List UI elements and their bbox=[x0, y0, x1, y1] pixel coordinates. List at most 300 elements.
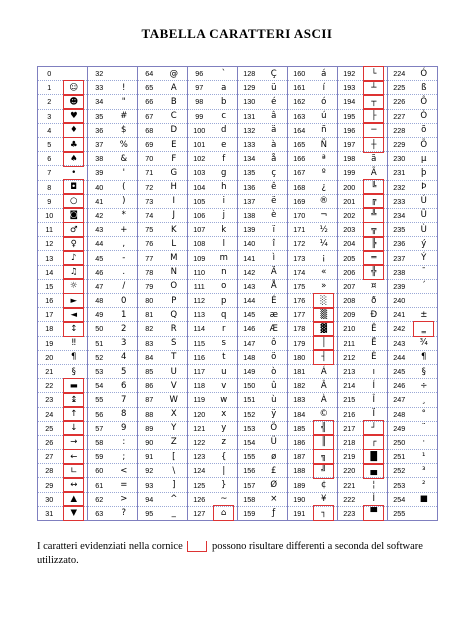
ascii-cell bbox=[288, 393, 337, 407]
ascii-char: a bbox=[221, 82, 227, 93]
ascii-cell bbox=[88, 166, 137, 180]
ascii-char: ◄ bbox=[61, 310, 87, 320]
ascii-cell bbox=[138, 209, 187, 223]
ascii-char: ¦ bbox=[372, 480, 376, 491]
ascii-char: ¨ bbox=[421, 423, 426, 434]
ascii-cell bbox=[388, 351, 437, 365]
ascii-char: p bbox=[221, 295, 227, 306]
ascii-cell bbox=[338, 322, 387, 336]
ascii-code: 74 bbox=[145, 210, 154, 220]
ascii-char: [ bbox=[172, 451, 176, 462]
ascii-cell bbox=[138, 251, 187, 265]
ascii-code: 36 bbox=[95, 125, 104, 135]
ascii-char: ª bbox=[321, 153, 326, 164]
ascii-code: 181 bbox=[293, 367, 306, 377]
ascii-char: W bbox=[169, 394, 178, 405]
ascii-code: 177 bbox=[293, 310, 306, 320]
ascii-cell bbox=[288, 237, 337, 251]
ascii-cell bbox=[388, 450, 437, 464]
ascii-cell bbox=[88, 450, 137, 464]
ascii-cell bbox=[288, 266, 337, 280]
ascii-cell bbox=[88, 266, 137, 280]
ascii-code: 169 bbox=[293, 196, 306, 206]
ascii-code: 227 bbox=[393, 111, 406, 121]
ascii-cell bbox=[238, 493, 287, 507]
ascii-char: ▬ bbox=[61, 381, 87, 391]
ascii-char: ³ bbox=[422, 465, 426, 476]
ascii-char: 5 bbox=[121, 366, 127, 377]
ascii-cell bbox=[338, 351, 387, 365]
ascii-char: Ó bbox=[420, 68, 428, 79]
ascii-code: 100 bbox=[193, 125, 206, 135]
ascii-cell bbox=[388, 507, 437, 520]
ascii-cell bbox=[388, 408, 437, 422]
ascii-char: ▄ bbox=[361, 466, 387, 476]
ascii-char: j bbox=[222, 210, 225, 221]
ascii-char: k bbox=[221, 224, 227, 235]
ascii-code: 96 bbox=[195, 69, 204, 79]
ascii-char: ► bbox=[61, 296, 87, 306]
ascii-cell bbox=[88, 436, 137, 450]
ascii-code: 39 bbox=[95, 168, 104, 178]
ascii-code: 33 bbox=[95, 83, 104, 93]
ascii-char: I bbox=[172, 196, 176, 207]
ascii-cell bbox=[388, 251, 437, 265]
ascii-code: 132 bbox=[243, 125, 256, 135]
ascii-code: 108 bbox=[193, 239, 206, 249]
ascii-cell bbox=[388, 209, 437, 223]
ascii-code: 116 bbox=[193, 352, 205, 362]
ascii-code: 225 bbox=[393, 83, 406, 93]
ascii-cell bbox=[288, 251, 337, 265]
ascii-char: / bbox=[122, 281, 126, 292]
ascii-char: N bbox=[170, 267, 177, 278]
ascii-code: 88 bbox=[145, 409, 154, 419]
ascii-char: þ bbox=[421, 167, 427, 178]
ascii-code: 60 bbox=[95, 466, 104, 476]
ascii-cell bbox=[388, 422, 437, 436]
ascii-code: 59 bbox=[95, 452, 104, 462]
ascii-code: 40 bbox=[95, 182, 104, 192]
ascii-cell bbox=[238, 337, 287, 351]
ascii-code: 156 bbox=[243, 466, 256, 476]
ascii-code: 15 bbox=[45, 281, 54, 291]
ascii-char: ? bbox=[121, 508, 127, 519]
ascii-char: ê bbox=[271, 182, 277, 193]
ascii-code: 189 bbox=[293, 480, 306, 490]
ascii-char: Ø bbox=[270, 480, 278, 491]
ascii-char: ¿ bbox=[321, 182, 327, 193]
ascii-column bbox=[288, 67, 338, 520]
ascii-char: ú bbox=[321, 111, 327, 122]
ascii-code: 140 bbox=[243, 239, 256, 249]
ascii-cell bbox=[288, 166, 337, 180]
ascii-cell bbox=[188, 124, 237, 138]
ascii-cell bbox=[388, 493, 437, 507]
ascii-cell bbox=[238, 436, 287, 450]
ascii-cell bbox=[188, 181, 237, 195]
ascii-char: ♠ bbox=[61, 154, 87, 164]
ascii-code: 95 bbox=[145, 508, 154, 518]
ascii-code: 231 bbox=[393, 168, 406, 178]
ascii-code: 83 bbox=[145, 338, 154, 348]
ascii-cell bbox=[338, 308, 387, 322]
ascii-cell bbox=[388, 436, 437, 450]
ascii-char: ╬ bbox=[361, 267, 387, 277]
ascii-code: 29 bbox=[45, 480, 54, 490]
ascii-char: Ü bbox=[270, 437, 277, 448]
ascii-code: 250 bbox=[393, 437, 406, 447]
ascii-code: 212 bbox=[343, 352, 356, 362]
ascii-char: Z bbox=[170, 437, 177, 448]
ascii-cell bbox=[288, 138, 337, 152]
ascii-cell bbox=[238, 251, 287, 265]
ascii-code: 157 bbox=[243, 480, 256, 490]
ascii-grid bbox=[38, 67, 437, 520]
ascii-char: l bbox=[222, 238, 225, 249]
ascii-char: 1 bbox=[121, 309, 127, 320]
ascii-char: Å bbox=[270, 281, 277, 292]
footnote-text-1: I caratteri evidenziati nella cornice bbox=[37, 541, 183, 552]
ascii-cell bbox=[338, 464, 387, 478]
ascii-code: 247 bbox=[393, 395, 406, 405]
ascii-cell bbox=[138, 408, 187, 422]
ascii-char: É bbox=[271, 295, 277, 306]
ascii-code: 223 bbox=[343, 508, 356, 518]
ascii-code: 197 bbox=[343, 140, 356, 150]
ascii-code: 78 bbox=[145, 267, 154, 277]
ascii-code: 136 bbox=[243, 182, 256, 192]
ascii-cell bbox=[88, 95, 137, 109]
ascii-code: 151 bbox=[243, 395, 256, 405]
ascii-column bbox=[88, 67, 138, 520]
ascii-code: 86 bbox=[145, 381, 154, 391]
ascii-code: 141 bbox=[243, 253, 256, 263]
ascii-code: 221 bbox=[343, 480, 356, 490]
ascii-cell bbox=[338, 294, 387, 308]
ascii-cell bbox=[238, 81, 287, 95]
ascii-char: ¬ bbox=[320, 210, 328, 221]
ascii-char: _ bbox=[171, 508, 176, 519]
ascii-char: = bbox=[120, 480, 128, 491]
ascii-cell bbox=[188, 478, 237, 492]
ascii-char: ⌂ bbox=[211, 508, 237, 518]
ascii-char: ♥ bbox=[61, 111, 87, 121]
ascii-char: ¶ bbox=[71, 352, 77, 363]
ascii-code: 234 bbox=[393, 210, 406, 220]
ascii-code: 102 bbox=[193, 154, 206, 164]
ascii-code: 75 bbox=[145, 225, 154, 235]
ascii-code: 192 bbox=[343, 69, 356, 79]
ascii-char: ` bbox=[221, 68, 226, 79]
ascii-char: C bbox=[170, 111, 177, 122]
ascii-code: 210 bbox=[343, 324, 356, 334]
ascii-cell bbox=[388, 223, 437, 237]
ascii-char: ┐ bbox=[311, 508, 337, 518]
ascii-cell bbox=[88, 365, 137, 379]
ascii-char: h bbox=[221, 182, 227, 193]
ascii-cell bbox=[388, 195, 437, 209]
ascii-char: 7 bbox=[121, 394, 127, 405]
ascii-cell bbox=[138, 393, 187, 407]
ascii-char: T bbox=[171, 352, 177, 363]
ascii-cell bbox=[138, 67, 187, 81]
ascii-cell bbox=[338, 337, 387, 351]
ascii-char: ß bbox=[421, 82, 427, 93]
ascii-cell bbox=[388, 294, 437, 308]
ascii-char: È bbox=[371, 352, 377, 363]
ascii-char: " bbox=[121, 96, 126, 107]
ascii-code: 168 bbox=[293, 182, 306, 192]
ascii-cell bbox=[88, 251, 137, 265]
ascii-char: ° bbox=[421, 409, 426, 420]
ascii-cell bbox=[188, 408, 237, 422]
ascii-cell bbox=[188, 110, 237, 124]
ascii-code: 65 bbox=[145, 83, 154, 93]
ascii-code: 185 bbox=[293, 423, 306, 433]
ascii-code: 13 bbox=[45, 253, 54, 263]
ascii-char: x bbox=[221, 409, 227, 420]
ascii-char: ╩ bbox=[361, 210, 387, 220]
ascii-code: 23 bbox=[45, 395, 54, 405]
ascii-code: 245 bbox=[393, 367, 406, 377]
ascii-cell bbox=[138, 493, 187, 507]
ascii-cell bbox=[138, 294, 187, 308]
ascii-cell bbox=[238, 478, 287, 492]
ascii-char: : bbox=[122, 437, 126, 448]
ascii-char: ░ bbox=[311, 296, 337, 306]
ascii-cell bbox=[338, 138, 387, 152]
ascii-char: m bbox=[219, 253, 228, 264]
ascii-char: ╣ bbox=[311, 423, 337, 433]
ascii-cell bbox=[238, 365, 287, 379]
ascii-code: 147 bbox=[243, 338, 256, 348]
ascii-char: Í bbox=[372, 380, 376, 391]
ascii-column bbox=[388, 67, 437, 520]
ascii-cell bbox=[138, 478, 187, 492]
ascii-cell bbox=[188, 365, 237, 379]
ascii-char: E bbox=[171, 139, 177, 150]
ascii-char: ◘ bbox=[61, 182, 87, 192]
ascii-cell bbox=[38, 152, 87, 166]
ascii-char: é bbox=[271, 96, 277, 107]
ascii-cell bbox=[88, 493, 137, 507]
ascii-code: 1 bbox=[47, 83, 52, 93]
ascii-cell bbox=[238, 507, 287, 520]
ascii-char: 2 bbox=[121, 323, 127, 334]
ascii-cell bbox=[188, 152, 237, 166]
ascii-code: 61 bbox=[95, 480, 104, 490]
ascii-cell bbox=[388, 365, 437, 379]
ascii-cell bbox=[138, 450, 187, 464]
ascii-code: 117 bbox=[193, 367, 205, 377]
ascii-code: 198 bbox=[343, 154, 356, 164]
ascii-char: ¹ bbox=[422, 451, 426, 462]
ascii-cell bbox=[388, 95, 437, 109]
ascii-cell bbox=[238, 166, 287, 180]
ascii-char: Ë bbox=[371, 338, 377, 349]
ascii-cell bbox=[138, 181, 187, 195]
ascii-cell bbox=[388, 81, 437, 95]
ascii-code: 71 bbox=[145, 168, 154, 178]
ascii-cell bbox=[88, 181, 137, 195]
ascii-cell bbox=[288, 67, 337, 81]
ascii-cell bbox=[388, 152, 437, 166]
ascii-code: 214 bbox=[343, 381, 356, 391]
ascii-code: 238 bbox=[393, 267, 406, 277]
ascii-cell bbox=[188, 195, 237, 209]
ascii-cell bbox=[288, 110, 337, 124]
ascii-char bbox=[411, 296, 437, 306]
ascii-char: ╚ bbox=[361, 182, 387, 192]
ascii-code: 183 bbox=[293, 395, 306, 405]
ascii-char: ! bbox=[122, 82, 126, 93]
ascii-code: 229 bbox=[393, 140, 406, 150]
ascii-char: • bbox=[71, 167, 77, 178]
ascii-code: 172 bbox=[293, 239, 306, 249]
ascii-code: 101 bbox=[193, 140, 206, 150]
ascii-code: 58 bbox=[95, 437, 104, 447]
ascii-char: § bbox=[421, 366, 426, 377]
ascii-code: 55 bbox=[95, 395, 104, 405]
ascii-cell bbox=[88, 294, 137, 308]
ascii-char: @ bbox=[169, 68, 178, 79]
ascii-char: < bbox=[120, 465, 128, 476]
ascii-code: 114 bbox=[193, 324, 205, 334]
ascii-char: ± bbox=[420, 309, 428, 320]
ascii-code: 129 bbox=[243, 83, 256, 93]
ascii-cell bbox=[188, 95, 237, 109]
ascii-cell bbox=[38, 507, 87, 520]
ascii-char: ® bbox=[319, 196, 328, 207]
ascii-code: 239 bbox=[393, 281, 406, 291]
ascii-char: Â bbox=[320, 380, 327, 391]
ascii-char: ñ bbox=[321, 125, 327, 136]
ascii-char: ² bbox=[422, 480, 426, 491]
ascii-char: º bbox=[321, 167, 326, 178]
ascii-code: 188 bbox=[293, 466, 306, 476]
ascii-char: Ï bbox=[372, 409, 376, 420]
ascii-char: ü bbox=[271, 82, 277, 93]
ascii-cell bbox=[238, 209, 287, 223]
ascii-code: 84 bbox=[145, 352, 154, 362]
ascii-code: 77 bbox=[145, 253, 154, 263]
ascii-code: 28 bbox=[45, 466, 54, 476]
ascii-char: è bbox=[271, 210, 277, 221]
ascii-char: K bbox=[170, 224, 177, 235]
ascii-char: Æ bbox=[269, 323, 278, 334]
ascii-code: 154 bbox=[243, 437, 256, 447]
ascii-cell bbox=[238, 422, 287, 436]
ascii-char: » bbox=[321, 281, 327, 292]
ascii-cell bbox=[188, 464, 237, 478]
ascii-code: 165 bbox=[293, 140, 306, 150]
ascii-char: b bbox=[221, 96, 227, 107]
ascii-char: ô bbox=[271, 338, 277, 349]
ascii-cell bbox=[138, 81, 187, 95]
ascii-code: 149 bbox=[243, 367, 256, 377]
ascii-code: 219 bbox=[343, 452, 356, 462]
ascii-code: 207 bbox=[343, 281, 356, 291]
ascii-code: 148 bbox=[243, 352, 256, 362]
ascii-code: 11 bbox=[45, 225, 53, 235]
ascii-cell bbox=[238, 393, 287, 407]
ascii-char: Ý bbox=[421, 253, 427, 264]
ascii-code: 73 bbox=[145, 196, 154, 206]
ascii-code: 133 bbox=[243, 140, 256, 150]
ascii-char: L bbox=[171, 238, 177, 249]
ascii-code: 216 bbox=[343, 409, 356, 419]
ascii-code: 241 bbox=[393, 310, 406, 320]
ascii-char: ¶ bbox=[421, 352, 427, 363]
ascii-char: ^ bbox=[170, 494, 178, 505]
ascii-char: ï bbox=[272, 224, 275, 235]
ascii-cell bbox=[238, 95, 287, 109]
ascii-cell bbox=[388, 138, 437, 152]
ascii-cell bbox=[388, 67, 437, 81]
ascii-char: ■ bbox=[419, 494, 428, 505]
ascii-code: 109 bbox=[193, 253, 206, 263]
ascii-code: 16 bbox=[45, 296, 54, 306]
ascii-code: 70 bbox=[145, 154, 154, 164]
ascii-cell bbox=[38, 351, 87, 365]
ascii-code: 130 bbox=[243, 97, 256, 107]
ascii-char: ã bbox=[371, 153, 377, 164]
ascii-cell bbox=[238, 237, 287, 251]
ascii-char: v bbox=[221, 380, 227, 391]
ascii-cell bbox=[138, 195, 187, 209]
ascii-char: ÷ bbox=[420, 380, 428, 391]
ascii-cell bbox=[238, 450, 287, 464]
ascii-cell bbox=[188, 422, 237, 436]
ascii-char: n bbox=[221, 267, 227, 278]
ascii-code: 118 bbox=[193, 381, 205, 391]
ascii-code: 41 bbox=[95, 196, 104, 206]
ascii-cell bbox=[288, 81, 337, 95]
ascii-code: 50 bbox=[95, 324, 104, 334]
ascii-code: 158 bbox=[243, 494, 256, 504]
ascii-cell bbox=[138, 266, 187, 280]
ascii-code: 4 bbox=[47, 125, 52, 135]
ascii-cell bbox=[88, 81, 137, 95]
ascii-cell bbox=[88, 124, 137, 138]
ascii-code: 37 bbox=[95, 140, 104, 150]
ascii-cell bbox=[288, 351, 337, 365]
ascii-cell bbox=[138, 365, 187, 379]
footnote bbox=[37, 540, 447, 568]
ascii-cell bbox=[238, 181, 287, 195]
ascii-code: 57 bbox=[95, 423, 104, 433]
ascii-cell bbox=[388, 393, 437, 407]
ascii-code: 21 bbox=[45, 367, 54, 377]
ascii-code: 85 bbox=[145, 367, 154, 377]
ascii-code: 152 bbox=[243, 409, 256, 419]
ascii-char: U bbox=[170, 366, 177, 377]
ascii-code: 22 bbox=[45, 381, 54, 391]
ascii-cell bbox=[238, 351, 287, 365]
ascii-char: Y bbox=[171, 423, 177, 434]
ascii-code: 235 bbox=[393, 225, 406, 235]
ascii-code: 34 bbox=[95, 97, 104, 107]
ascii-char: V bbox=[170, 380, 177, 391]
ascii-char: P bbox=[171, 295, 177, 306]
ascii-code: 173 bbox=[293, 253, 306, 263]
ascii-cell bbox=[138, 507, 187, 520]
ascii-cell bbox=[138, 379, 187, 393]
ascii-cell bbox=[138, 223, 187, 237]
ascii-char: ë bbox=[271, 196, 277, 207]
ascii-cell bbox=[288, 195, 337, 209]
